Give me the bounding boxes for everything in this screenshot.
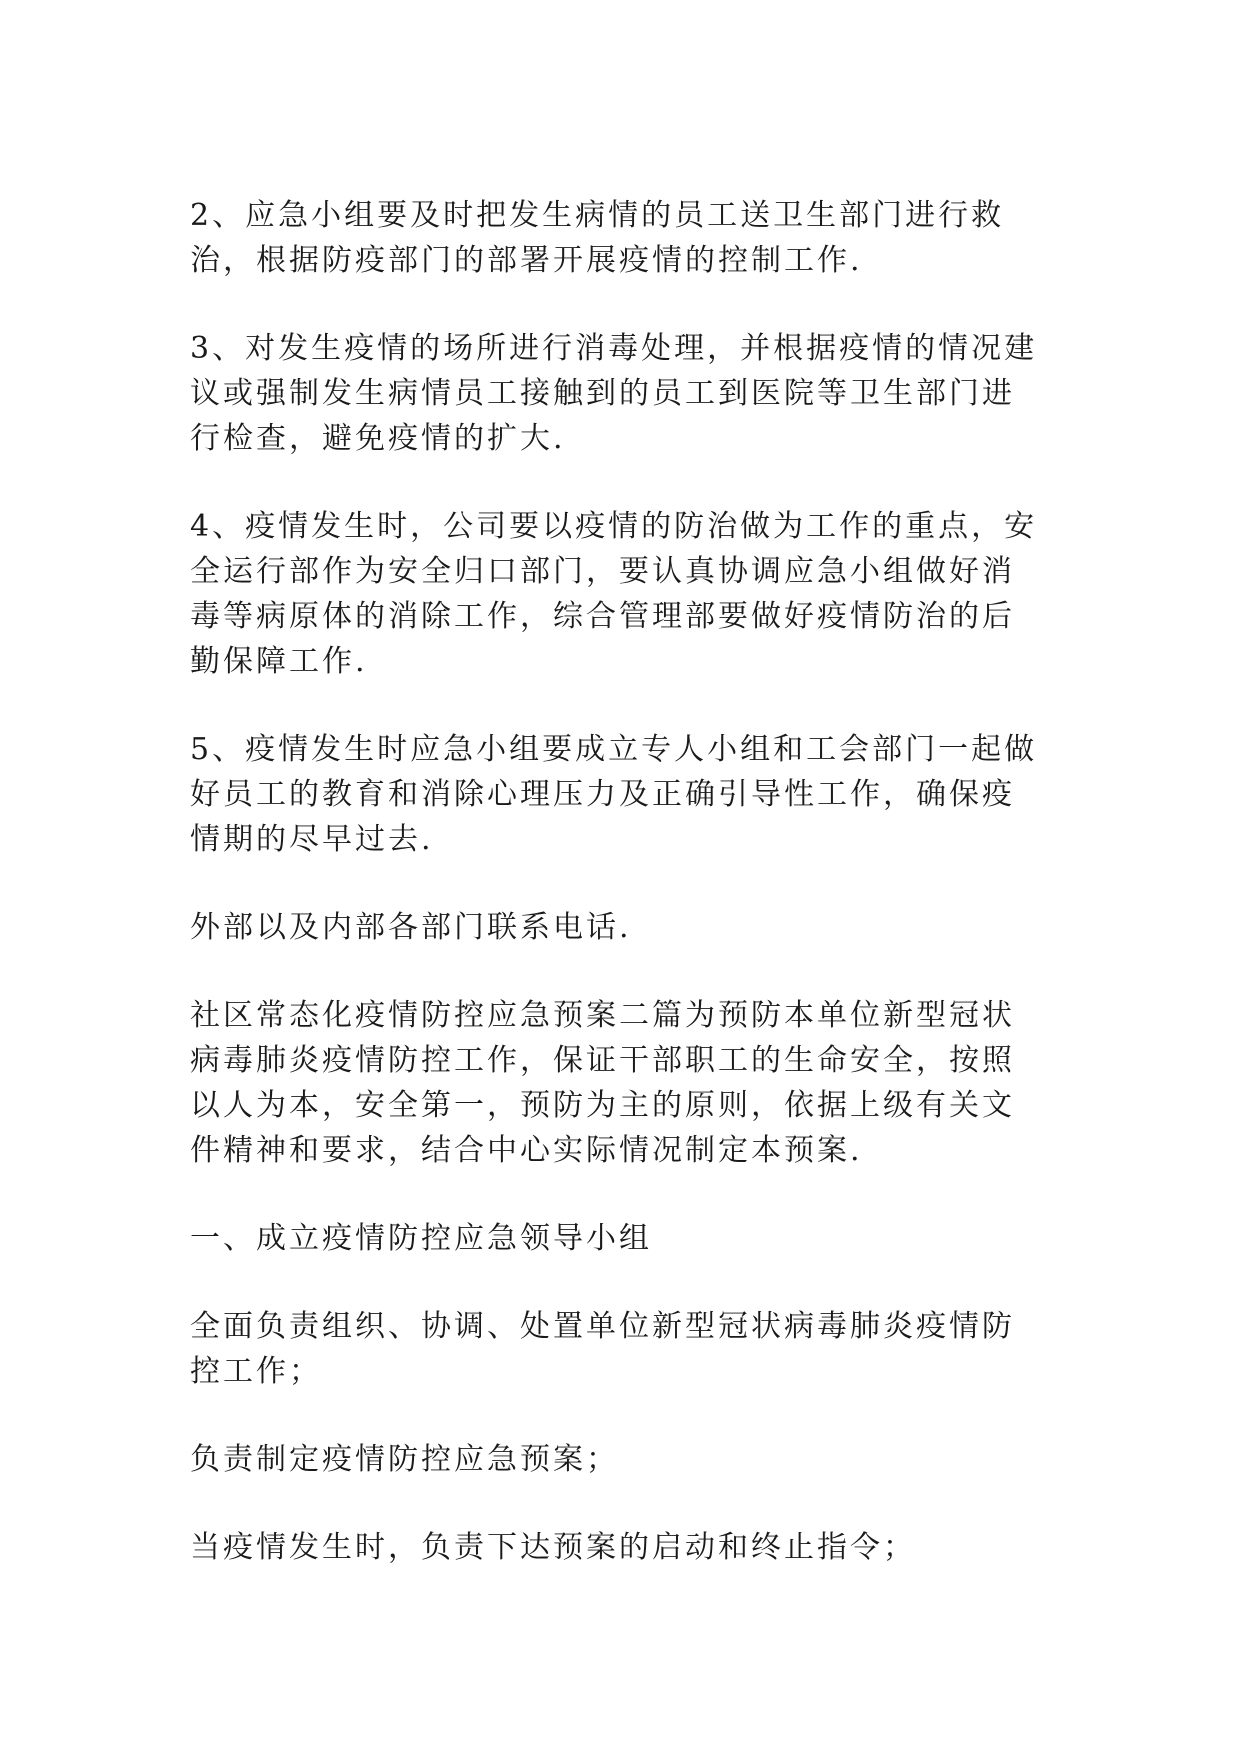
- paragraph-duty-2: 负责制定疫情防控应急预案；: [190, 1442, 619, 1477]
- paragraph-contact-phones: 外部以及内部各部门联系电话.: [190, 910, 632, 945]
- paragraph-plan-intro: 社区常态化疫情防控应急预案二篇为预防本单位新型冠状 病毒肺炎疫情防控工作，保证干部职工的生命安全，按照 以人为本，安全第一，预防为主的原则，依据上级有关文 件精神和要求，结合中心实际情况制定本预案.: [190, 998, 1015, 1168]
- paragraph-item-4: 4、疫情发生时，公司要以疫情的防治做为工作的重点，安 全运行部作为安全归口部门，要认真协调应急小组做好消 毒等病原体的消除工作，综合管理部要做好疫情防治的后 勤保障工作.: [190, 509, 1038, 679]
- paragraph-duty-1: 全面负责组织、协调、处置单位新型冠状病毒肺炎疫情防 控工作；: [190, 1309, 1015, 1389]
- paragraph-duty-3: 当疫情发生时，负责下达预案的启动和终止指令；: [190, 1530, 916, 1565]
- document-body: [190, 193, 1070, 1613]
- paragraph-item-3: 3、对发生疫情的场所进行消毒处理，并根据疫情的情况建 议或强制发生病情员工接触到的员工到医院等卫生部门进 行检查，避免疫情的扩大.: [190, 331, 1038, 456]
- paragraph-item-2: 2、应急小组要及时把发生病情的员工送卫生部门进行救 治，根据防疫部门的部署开展疫情的控制工作.: [190, 198, 1005, 278]
- section-heading: 一、成立疫情防控应急领导小组: [190, 1221, 652, 1256]
- paragraph-item-5: 5、疫情发生时应急小组要成立专人小组和工会部门一起做 好员工的教育和消除心理压力及正确引导性工作，确保疫 情期的尽早过去.: [190, 732, 1038, 857]
